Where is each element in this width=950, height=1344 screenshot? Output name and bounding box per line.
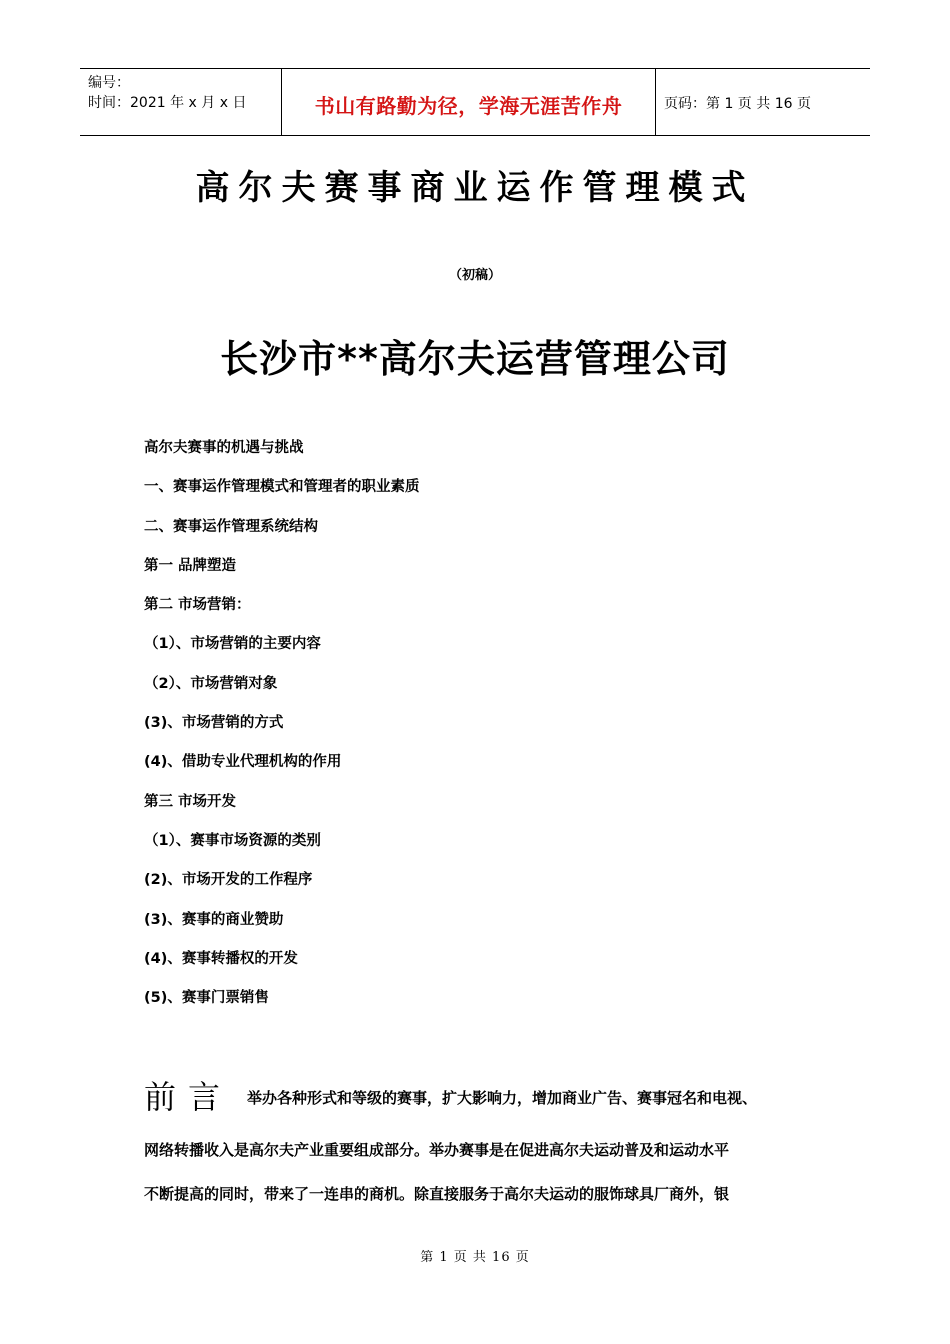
page-footer: 第 1 页 共 16 页: [420, 1250, 530, 1265]
draft-note: （初稿）: [448, 268, 501, 283]
toc-item: 一、赛事运作管理模式和管理者的职业素质: [144, 479, 420, 496]
toc-item: (4)、借助专业代理机构的作用: [144, 754, 342, 771]
toc-item: （2）、市场营销对象: [144, 675, 278, 692]
company-name: 长沙市**高尔夫运营管理公司: [220, 337, 730, 381]
toc-item: (5)、赛事门票销售: [144, 990, 269, 1007]
toc-item: 第一 品牌塑造: [144, 557, 237, 574]
toc-item: (4)、赛事转播权的开发: [144, 950, 298, 967]
toc-item: 高尔夫赛事的机遇与挑战: [144, 440, 304, 456]
page-info: 页码：第 1 页 共 16 页: [664, 96, 811, 112]
header-table: [80, 68, 870, 136]
table-of-contents: [144, 436, 844, 1025]
document-title: 高尔夫赛事商业运作管理模式: [195, 168, 755, 208]
preface-paragraph-line: 举办各种形式和等级的赛事，扩大影响力，增加商业广告、赛事冠名和电视、: [247, 1089, 758, 1107]
toc-item: （1）、赛事市场资源的类别: [144, 832, 321, 849]
toc-item: 第二 市场营销：: [144, 597, 251, 614]
header-motto-cell: [282, 69, 656, 135]
toc-item: (3)、赛事的商业赞助: [144, 911, 284, 928]
motto-text: 书山有路勤为径，学海无涯苦作舟: [314, 93, 623, 118]
toc-item: (2)、市场开发的工作程序: [144, 872, 313, 889]
toc-item: (3)、市场营销的方式: [144, 715, 284, 732]
toc-item: （1）、市场营销的主要内容: [144, 636, 321, 653]
preface-heading: 前言: [144, 1078, 233, 1116]
number-label: 编号：: [88, 75, 130, 91]
time-label: 时间：2021 年 x 月 x 日: [88, 95, 247, 111]
toc-item: 第三 市场开发: [144, 793, 237, 810]
toc-item: 二、赛事运作管理系统结构: [144, 518, 318, 535]
preface-paragraph-line: 网络转播收入是高尔夫产业重要组成部分。举办赛事是在促进高尔夫运动普及和运动水平: [144, 1141, 730, 1159]
header-page-cell: [656, 69, 870, 135]
header-meta-cell: [80, 69, 282, 135]
preface-paragraph-line: 不断提高的同时，带来了一连串的商机。除直接服务于高尔夫运动的服饰球具厂商外，银: [144, 1185, 730, 1203]
